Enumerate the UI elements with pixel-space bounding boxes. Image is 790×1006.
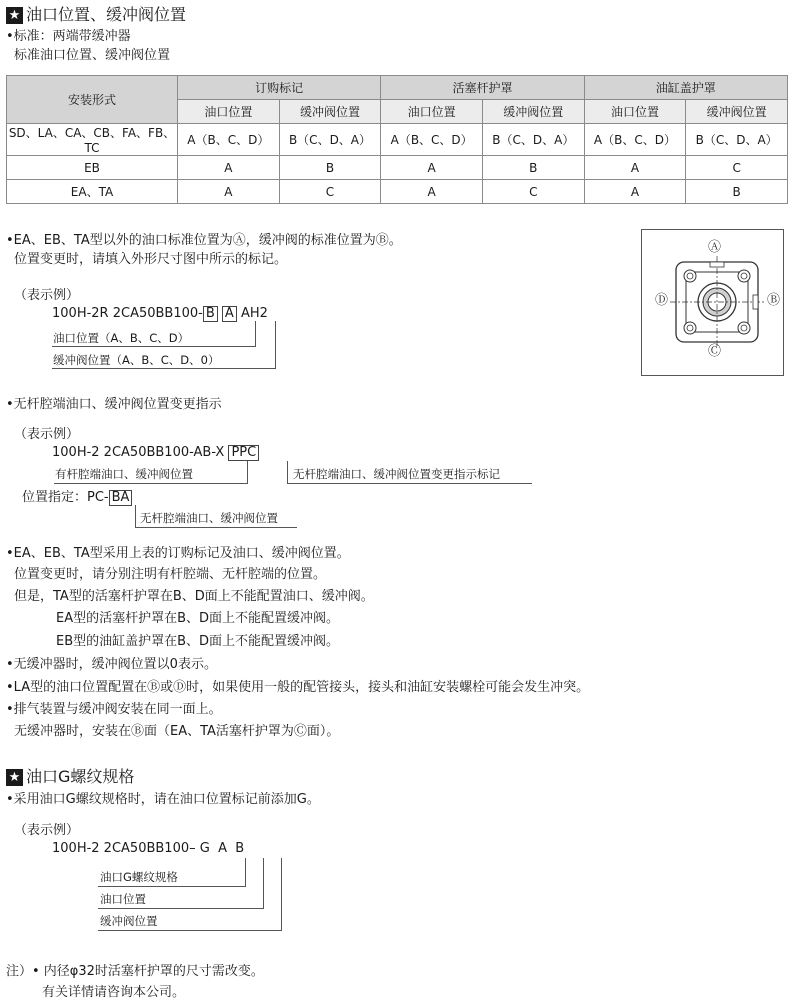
- leader-line: [255, 321, 256, 346]
- code-box-ppc: PPC: [228, 445, 259, 461]
- standard-cushion-line: •标准：两端带缓冲器: [6, 29, 131, 44]
- position-box-ba: BA: [109, 490, 133, 506]
- table-cell: EA、TA: [7, 180, 178, 204]
- diagram-label-d: Ⓓ: [655, 293, 669, 308]
- table-cell: B: [686, 180, 788, 204]
- sub-header: 油口位置: [381, 100, 483, 124]
- section-title-g-thread: [6, 767, 134, 787]
- table-row: [7, 124, 788, 156]
- diagram-label-a: Ⓐ: [708, 240, 722, 255]
- table-cell: C: [686, 156, 788, 180]
- port-position-table: [6, 75, 788, 204]
- example-label: （表示例）: [14, 288, 80, 303]
- group-header-head-cover: 油缸盖护罩: [584, 76, 787, 100]
- note-line: •无缓冲器时，缓冲阀位置以0表示。: [6, 657, 217, 672]
- diagram-label-c: Ⓒ: [708, 344, 722, 359]
- annotation-cushion-position: 缓冲阀位置（A、B、C、D、0）: [53, 353, 220, 367]
- position-spec: [22, 489, 132, 506]
- leader-line: [245, 858, 246, 886]
- leader-line: [98, 930, 282, 931]
- star-icon: ★: [6, 769, 23, 786]
- code-prefix: 100H-2R 2CA50BB100-: [52, 306, 203, 321]
- mount-type-header: 安装形式: [7, 76, 178, 124]
- table-row: [7, 156, 788, 180]
- leader-line: [98, 886, 246, 887]
- code-box-port: B: [203, 306, 218, 322]
- section-title-port-position: [6, 5, 186, 25]
- code-prefix: 100H-2 2CA50BB100–: [52, 841, 196, 856]
- sub-header: 缓冲阀位置: [279, 100, 381, 124]
- annotation-rod-end: 有杆腔端油口、缓冲阀位置: [55, 467, 193, 481]
- table-cell: A: [178, 156, 280, 180]
- example-code: [52, 305, 268, 322]
- code-a: A: [218, 841, 228, 856]
- diagram-label-b: Ⓑ: [767, 293, 781, 308]
- leader-line: [287, 461, 288, 483]
- leader-line: [135, 527, 297, 528]
- note-line: 位置变更时，请分别注明有杆腔端、无杆腔端的位置。: [14, 567, 327, 582]
- annotation-ppc-mark: 无杆腔端油口、缓冲阀位置变更指示标记: [293, 467, 500, 481]
- head-end-change-title: •无杆腔端油口、缓冲阀位置变更指示: [6, 397, 222, 412]
- leader-line: [52, 346, 256, 347]
- table-cell: A（B、C、D）: [178, 124, 280, 156]
- note-line: •排气装置与缓冲阀安装在同一面上。: [6, 702, 222, 717]
- table-cell: C: [482, 180, 584, 204]
- group-header-rod-cover: 活塞杆护罩: [381, 76, 584, 100]
- annotation-head-end: 无杆腔端油口、缓冲阀位置: [140, 511, 278, 525]
- leader-line: [247, 461, 248, 483]
- leader-line: [52, 368, 276, 369]
- section-title-text: 油口位置、缓冲阀位置: [26, 5, 187, 24]
- table-cell: A（B、C、D）: [584, 124, 686, 156]
- sub-header: 缓冲阀位置: [686, 100, 788, 124]
- annotation-cushion: 缓冲阀位置: [100, 914, 158, 928]
- footnote-line: 注）• 内径φ32时活塞杆护罩的尺寸需改变。: [6, 964, 264, 979]
- table-row: [7, 180, 788, 204]
- table-cell: B（C、D、A）: [482, 124, 584, 156]
- table-cell: SD、LA、CA、CB、FA、FB、TC: [7, 124, 178, 156]
- change-position-note: 位置变更时，请填入外形尺寸图中所示的标记。: [14, 252, 288, 267]
- g-thread-note: •采用油口G螺纹规格时，请在油口位置标记前添加G。: [6, 792, 320, 807]
- footnote-line: 有关详情请咨询本公司。: [42, 985, 186, 1000]
- position-spec-label: 位置指定：PC-: [22, 490, 109, 505]
- standard-position-line: 标准油口位置、缓冲阀位置: [14, 48, 171, 63]
- table-cell: B（C、D、A）: [279, 124, 381, 156]
- note-line: 无缓冲器时，安装在Ⓑ面（EA、TA活塞杆护罩为Ⓒ面）。: [14, 724, 340, 739]
- leader-line: [287, 483, 532, 484]
- table-cell: A: [178, 180, 280, 204]
- table-cell: C: [279, 180, 381, 204]
- note-line: 但是，TA型的活塞杆护罩在B、D面上不能配置油口、缓冲阀。: [14, 589, 374, 604]
- note-line: EA型的活塞杆护罩在B、D面上不能配置缓冲阀。: [56, 611, 340, 626]
- sub-header: 缓冲阀位置: [482, 100, 584, 124]
- example-label: （表示例）: [14, 427, 80, 442]
- annotation-g-thread: 油口G螺纹规格: [100, 870, 178, 884]
- sub-header: 油口位置: [178, 100, 280, 124]
- leader-line: [135, 505, 136, 527]
- code-suffix: AH2: [240, 306, 268, 321]
- note-line: •EA、EB、TA型采用上表的订购标记及油口、缓冲阀位置。: [6, 546, 350, 561]
- leader-line: [54, 483, 248, 484]
- code-g: G: [199, 841, 210, 856]
- table-cell: EB: [7, 156, 178, 180]
- table-cell: B（C、D、A）: [686, 124, 788, 156]
- table-cell: A（B、C、D）: [381, 124, 483, 156]
- table-cell: A: [381, 180, 483, 204]
- note-line: •LA型的油口位置配置在Ⓑ或Ⓓ时，如果使用一般的配管接头，接头和油缸安装螺栓可能会发生冲突。: [6, 680, 590, 695]
- example-code: [52, 840, 244, 857]
- table-cell: B: [279, 156, 381, 180]
- table-cell: A: [381, 156, 483, 180]
- leader-line: [275, 321, 276, 368]
- code-text: 100H-2 2CA50BB100-AB-X: [52, 445, 225, 460]
- annotation-port: 油口位置: [100, 892, 146, 906]
- table-cell: A: [584, 156, 686, 180]
- note-line: EB型的油缸盖护罩在B、D面上不能配置缓冲阀。: [56, 634, 340, 649]
- code-box-cushion: A: [222, 306, 237, 322]
- section-title-text: 油口G螺纹规格: [26, 767, 135, 786]
- example-code: [52, 444, 259, 461]
- annotation-port-position: 油口位置（A、B、C、D）: [53, 331, 190, 345]
- code-b: B: [235, 841, 245, 856]
- group-header-order: 订购标记: [178, 76, 381, 100]
- leader-line: [281, 858, 282, 930]
- leader-line: [263, 858, 264, 908]
- port-position-diagram: [641, 229, 784, 376]
- sub-header: 油口位置: [584, 100, 686, 124]
- table-cell: B: [482, 156, 584, 180]
- star-icon: ★: [6, 7, 23, 24]
- leader-line: [98, 908, 264, 909]
- example-label: （表示例）: [14, 823, 80, 838]
- standard-position-note: •EA、EB、TA型以外的油口标准位置为Ⓐ，缓冲阀的标准位置为Ⓑ。: [6, 233, 402, 248]
- table-cell: A: [584, 180, 686, 204]
